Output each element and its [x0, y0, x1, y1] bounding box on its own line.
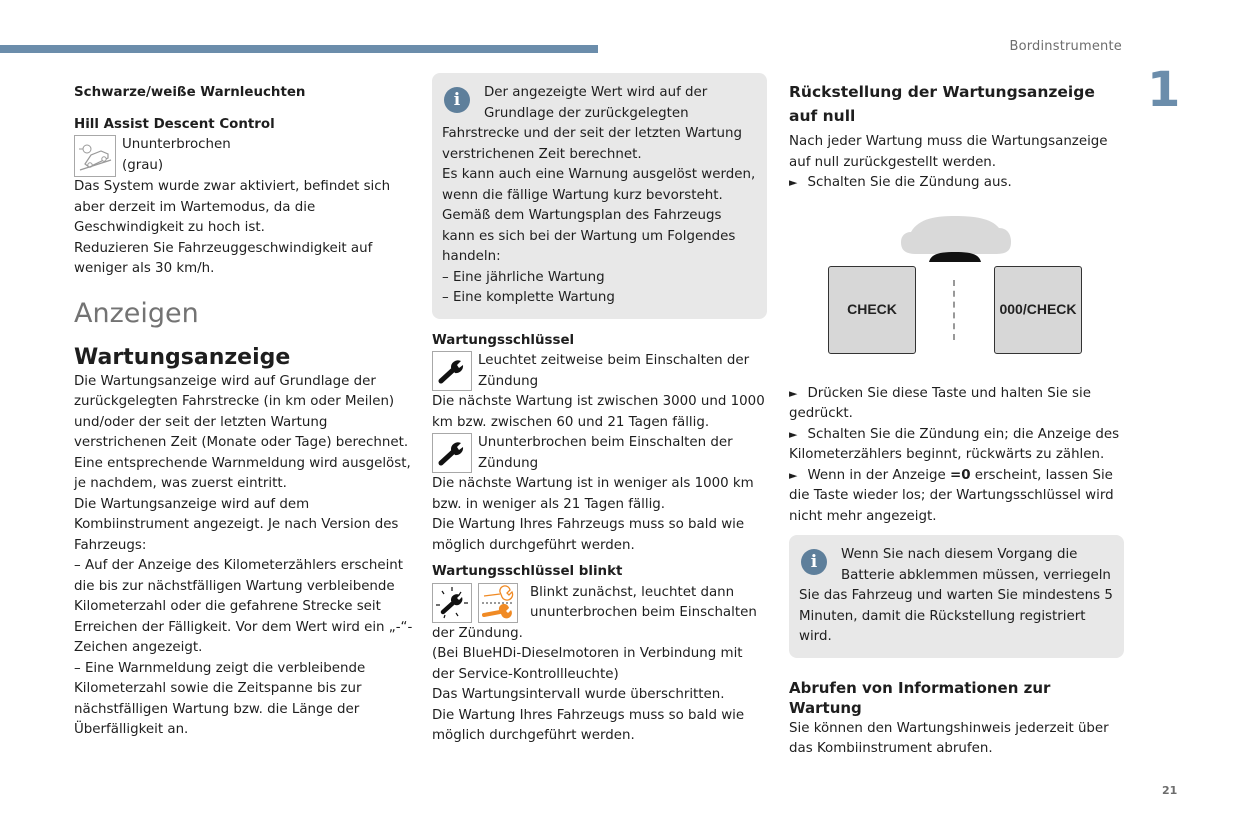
wrench-icon	[432, 351, 472, 391]
wrench-icon	[432, 433, 472, 473]
info-list-item: – Eine komplette Wartung	[442, 290, 615, 305]
step-press-button: ► Drücken Sie diese Taste und halten Sie sie gedrückt.	[789, 384, 1124, 425]
key-indicator-row	[432, 351, 767, 392]
heading-hadc: Hill Assist Descent Control	[74, 116, 275, 132]
info-text: Gemäß dem Wartungsplan des Fahrzeugs kann es sich bei der Wartung um Folgendes handeln:	[442, 208, 736, 264]
heading-maintenance-key: Wartungsschlüssel	[432, 332, 575, 348]
hadc-desc: Reduzieren Sie Fahrzeuggeschwindigkeit auf weniger als 30 km/h.	[74, 240, 373, 276]
step-release	[789, 466, 1124, 528]
step-ignition-off: ► Schalten Sie die Zündung aus.	[789, 173, 1124, 194]
blink-desc: (Bei BlueHDi-Dieselmotoren in Verbindung mit der Service-Kontrollleuchte)	[432, 646, 743, 682]
body-paragraph: Eine entsprechende Warnmeldung wird ausgelöst, je nachdem, was zuerst eintritt.	[74, 455, 411, 491]
heading-key-blinking: Wartungsschlüssel blinkt	[432, 564, 623, 579]
step-release-text: Wenn in der Anzeige	[807, 467, 950, 483]
blink-state: Blinkt zunächst, leuchtet dann ununterbrochen beim Einschalten der Zündung.	[432, 584, 757, 641]
car-silhouette-icon	[899, 214, 1013, 262]
key-state: Leuchtet zeitweise beim Einschalten der Zündung	[478, 353, 750, 389]
reset-intro: Nach jeder Wartung muss die Wartungsanzeige auf null zurückgestellt werden.	[789, 134, 1108, 170]
column-middle	[432, 73, 767, 747]
info-list-item: – Eine jährliche Wartung	[442, 269, 605, 285]
heading-reset: Rückstellung der Wartungsanzeige auf null	[789, 83, 1095, 125]
column-right	[789, 80, 1124, 760]
body-paragraph: Die Wartungsanzeige wird auf Grundlage der zurückgelegten Fahrstrecke (in km oder Meilen) und/oder der seit der letzten Wartung verstrichenen Zeit (Monate oder Tage) berechnet.	[74, 373, 409, 450]
info-text: Der angezeigte Wert wird auf der Grundlage der zurückgelegten Fahrstrecke und der seit der letzten Wartung verstrichenen Zeit berechnet.	[442, 85, 742, 162]
info-icon: i	[444, 87, 470, 113]
blink-desc: Das Wartungsintervall wurde überschritten.	[432, 687, 725, 702]
blink-indicator-row	[432, 583, 767, 645]
key-desc: Die nächste Wartung ist in weniger als 1000 km bzw. in weniger als 21 Tagen fällig.	[432, 476, 754, 512]
heading-warnlights: Schwarze/weiße Warnleuchten	[74, 85, 306, 100]
body-paragraph: – Eine Warnmeldung zeigt die verbleibende Kilometerzahl sowie die Zeitspanne bis zur nächstfälligen Wartung bzw. die Länge der Überfälligkeit an.	[74, 660, 366, 737]
hill-descent-car-icon	[74, 135, 116, 177]
section-title: Anzeigen	[74, 297, 199, 329]
page-number: 21	[1162, 784, 1178, 797]
key-desc: Die Wartung Ihres Fahrzeugs muss so bald wie möglich durchgeführt werden.	[432, 517, 745, 553]
info-box	[432, 73, 767, 319]
step-release-text: erscheint, lassen Sie die Taste wieder los; der Wartungsschlüssel wird nicht mehr angezeigt.	[789, 467, 1114, 524]
blink-desc: Die Wartung Ihres Fahrzeugs muss so bald wie möglich durchgeführt werden.	[432, 707, 745, 743]
divider	[953, 280, 955, 340]
subsection-title: Wartungsanzeige	[74, 344, 291, 370]
info-icon: i	[801, 549, 827, 575]
header-accent-bar	[0, 45, 598, 53]
hadc-state-color: (grau)	[122, 157, 164, 173]
body-paragraph: – Auf der Anzeige des Kilometerzählers erscheint die bis zur nächstfälligen Wartung verbleibende Kilometerzahl oder die gefahrene Strecke seit Erreichen der Fälligkeit. Vor dem Wert wird ein „-“-Zeichen angezeigt.	[74, 558, 413, 655]
info-text: Wenn Sie nach diesem Vorgang die Batterie abklemmen müssen, verriegeln Sie das Fahrzeug und warten Sie mindestens 5 Minuten, damit die Rückstellung registriert wird.	[799, 547, 1113, 644]
wrench-blinking-icon	[432, 583, 472, 623]
hadc-desc: Das System wurde zwar aktiviert, befindet sich aber derzeit im Wartemodus, da die Geschwindigkeit zu hoch ist.	[74, 179, 391, 235]
check-button-right: 000/CHECK	[994, 266, 1082, 354]
body-paragraph: Die Wartungsanzeige wird auf dem Kombiinstrument angezeigt. Je nach Version des Fahrzeugs:	[74, 496, 399, 553]
retrieve-text: Sie können den Wartungshinweis jederzeit über das Kombiinstrument abrufen.	[789, 720, 1109, 756]
key-desc: Die nächste Wartung ist zwischen 3000 und 1000 km bzw. zwischen 60 und 21 Tagen fällig.	[432, 394, 765, 430]
section-label: Bordinstrumente	[1009, 39, 1122, 54]
info-text: Es kann auch eine Warnung ausgelöst werden, wenn die fällige Wartung kurz bevorsteht.	[442, 167, 756, 203]
hadc-indicator-row	[74, 135, 414, 177]
wrench-orange-icon	[478, 583, 518, 623]
reset-button-illustration	[789, 194, 1124, 384]
key-state: Ununterbrochen beim Einschalten der Zündung	[478, 435, 733, 471]
column-left	[74, 80, 414, 741]
zero-value: =0	[950, 467, 971, 483]
chapter-number: 1	[1147, 62, 1181, 118]
key-indicator-row	[432, 433, 767, 474]
hadc-state: Ununterbrochen	[122, 137, 231, 152]
check-button-left: CHECK	[828, 266, 916, 354]
heading-retrieve: Abrufen von Informationen zur Wartung	[789, 678, 1051, 717]
info-box	[789, 535, 1124, 658]
step-ignition-on: ► Schalten Sie die Zündung ein; die Anzeige des Kilometerzählers beginnt, rückwärts zu zählen.	[789, 425, 1124, 466]
